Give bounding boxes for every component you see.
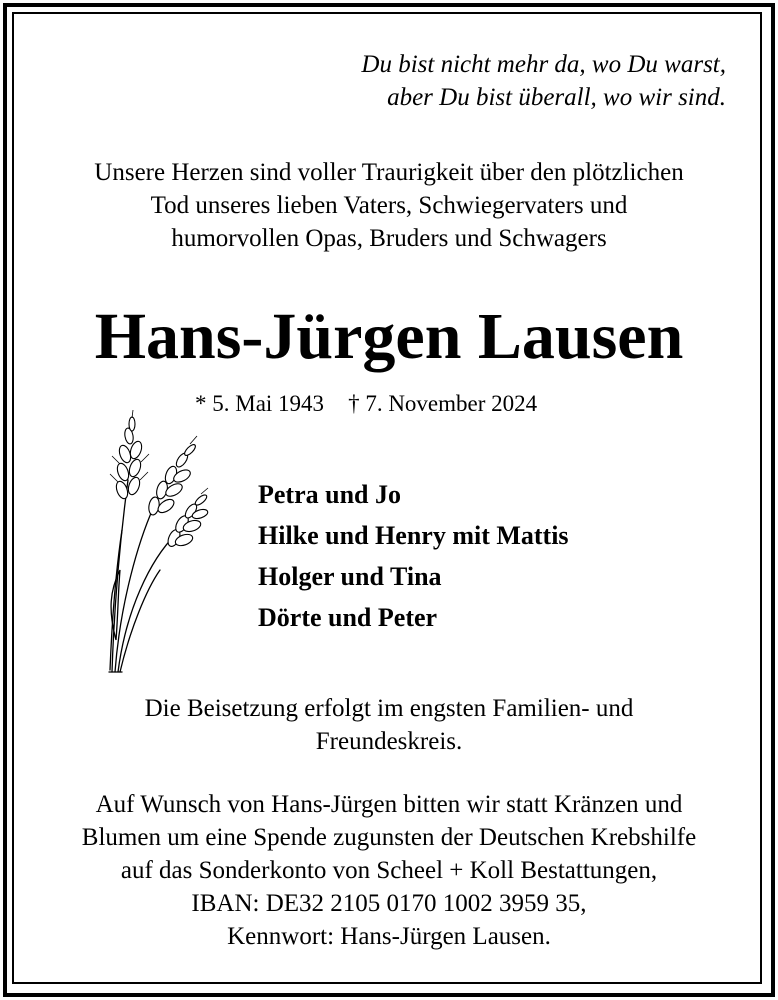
family-member: Petra und Jo [258,480,401,509]
burial-line-1: Die Beisetzung erfolgt im engsten Familien- und [144,695,634,722]
family-member: Holger und Tina [258,562,442,591]
poem-quote [226,48,726,114]
burial-notice [0,692,778,758]
donation-line-1: Auf Wunsch von Hans-Jürgen bitten wir statt Kränzen und [95,791,683,818]
keyword-line: Kennwort: Hans-Jürgen Lausen. [227,923,551,950]
birth-date: * 5. Mai 1943 [195,391,325,416]
intro-line-1: Unsere Herzen sind voller Traurigkeit über den plötzlichen [94,159,684,186]
iban-line: IBAN: DE32 2105 0170 1002 3959 35, [191,890,587,917]
life-dates [195,388,537,420]
donation-notice [0,788,778,953]
deceased-name: Hans-Jürgen Lausen [94,300,684,373]
family-member: Hilke und Henry mit Mattis [258,521,569,550]
poem-line-1: Du bist nicht mehr da, wo Du warst, [361,51,726,78]
intro-line-3: humorvollen Opas, Bruders und Schwagers [171,225,607,252]
death-date: † 7. November 2024 [348,391,538,416]
donation-line-3: auf das Sonderkonto von Scheel + Koll Bestattungen, [120,857,658,884]
intro-text [0,156,778,255]
wheat-sheaf-icon [100,410,210,680]
family-member: Dörte und Peter [258,603,438,632]
poem-line-2: aber Du bist überall, wo wir sind. [387,84,726,111]
intro-line-2: Tod unseres lieben Vaters, Schwiegervaters und [150,192,628,219]
burial-line-2: Freundeskreis. [315,728,463,755]
family-list [258,474,569,638]
donation-line-2: Blumen um eine Spende zugunsten der Deutschen Krebshilfe [81,824,697,851]
